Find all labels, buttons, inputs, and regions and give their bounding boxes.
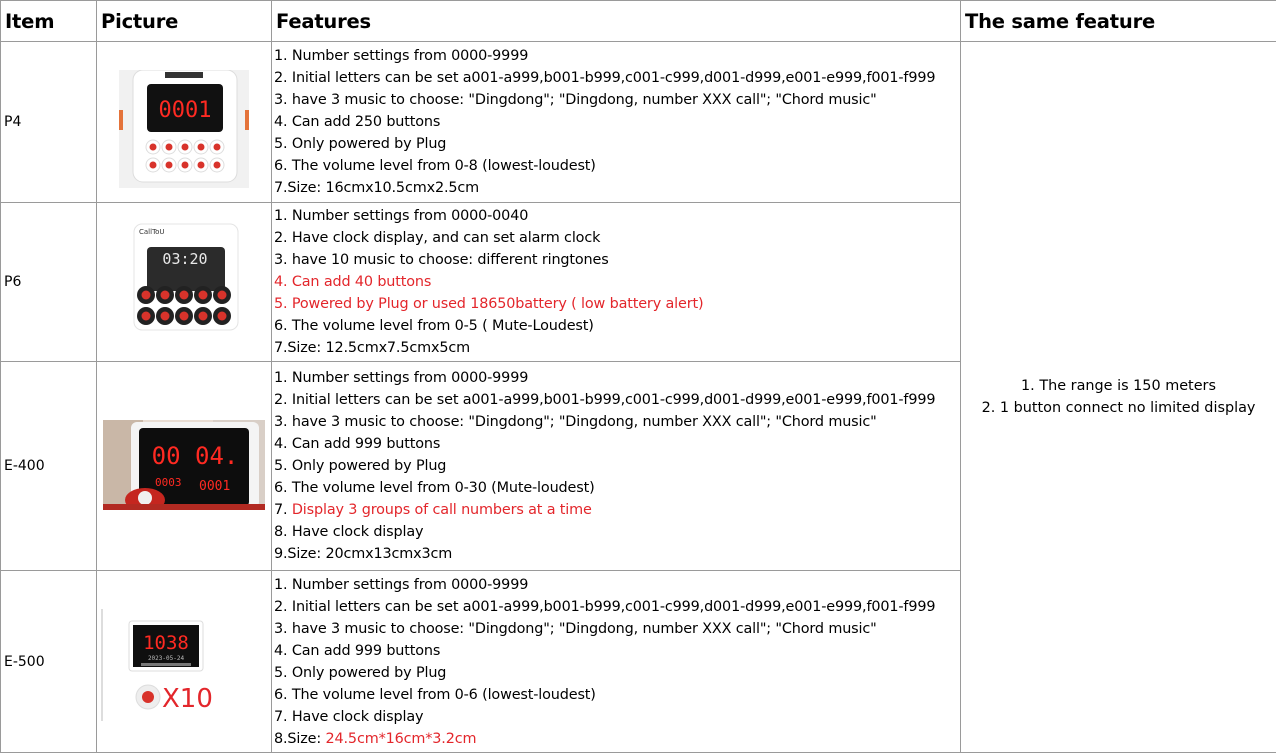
feature-line: 2. Have clock display, and can set alarm clock — [274, 230, 601, 246]
feature-line: 5. Only powered by Plug — [274, 458, 447, 474]
feature-line: 8. Have clock display — [274, 524, 424, 540]
feature-prefix: 7. — [274, 502, 292, 518]
feature-line: 5. Only powered by Plug — [274, 136, 447, 152]
feature-highlight: Display 3 groups of call numbers at a time — [291, 502, 592, 518]
feature-line-highlight: 4. Can add 40 buttons — [274, 274, 432, 290]
header-same-feature: The same feature — [961, 1, 1276, 42]
header-row — [1, 1, 1276, 42]
feature-line: 4. Can add 250 buttons — [274, 114, 441, 130]
item-name: P6 — [1, 203, 97, 362]
p6-pager-image — [133, 223, 239, 331]
feature-line: 6. The volume level from 0-5 ( Mute-Loudest) — [274, 318, 594, 334]
e500-display-digits: 1038 — [143, 632, 189, 654]
header-item: Item — [1, 1, 97, 42]
features-list — [272, 362, 961, 571]
p6-brand-logo: CallToU — [139, 228, 165, 236]
features-list — [272, 42, 961, 203]
feature-prefix: 8.Size: — [274, 730, 326, 747]
feature-line-highlight: 5. Powered by Plug or used 18650battery ( low battery alert) — [274, 296, 704, 312]
feature-line — [274, 728, 960, 750]
header-features: Features — [272, 1, 961, 42]
e400-display-main: 00 04. — [151, 442, 239, 470]
feature-line: 1. Number settings from 0000-0040 — [274, 208, 529, 224]
e500-multiplier: X10 — [162, 684, 213, 714]
feature-highlight: 24.5cm*16cm*3.2cm — [325, 730, 477, 747]
feature-line: 9.Size: 20cmx13cmx3cm — [274, 546, 453, 562]
feature-line: 4. Can add 999 buttons — [274, 436, 441, 452]
p6-display-digits: 03:20 — [162, 250, 208, 268]
e500-display-date: 2023-05-24 — [147, 655, 185, 662]
feature-line: 6. The volume level from 0-8 (lowest-loudest) — [274, 158, 596, 174]
feature-line: 1. Number settings from 0000-9999 — [274, 370, 529, 386]
feature-line: 6. The volume level from 0-30 (Mute-loudest) — [274, 480, 595, 496]
item-name: E-500 — [1, 571, 97, 753]
product-picture — [97, 362, 272, 571]
table-row — [1, 42, 1276, 203]
e500-pager-image — [101, 609, 221, 721]
e400-display-sub-2: 0001 — [199, 479, 231, 494]
e400-display-sub-1: 0003 — [155, 476, 182, 489]
item-name: P4 — [1, 42, 97, 203]
feature-line: 6. The volume level from 0-6 (lowest-loudest) — [274, 686, 596, 703]
feature-line — [274, 499, 960, 521]
product-picture — [97, 42, 272, 203]
feature-line: 3. have 3 music to choose: "Dingdong"; "Dingdong, number XXX call"; "Chord music" — [274, 620, 877, 637]
product-picture — [97, 571, 272, 753]
features-list — [272, 203, 961, 362]
feature-line: 5. Only powered by Plug — [274, 664, 447, 681]
same-feature-cell — [961, 42, 1276, 753]
e400-pager-image — [103, 420, 265, 510]
same-feature-line: 2. 1 button connect no limited display — [981, 400, 1256, 416]
header-picture: Picture — [97, 1, 272, 42]
feature-line: 7.Size: 16cmx10.5cmx2.5cm — [274, 180, 480, 196]
feature-line: 7. Have clock display — [274, 708, 424, 725]
feature-line: 4. Can add 999 buttons — [274, 642, 441, 659]
feature-line: 3. have 3 music to choose: "Dingdong"; "Dingdong, number XXX call"; "Chord music" — [274, 414, 877, 430]
feature-line: 1. Number settings from 0000-9999 — [274, 48, 529, 64]
feature-line: 2. Initial letters can be set a001-a999,b001-b999,c001-c999,d001-d999,e001-e999,f001-f999 — [274, 598, 936, 615]
feature-line: 3. have 3 music to choose: "Dingdong"; "Dingdong, number XXX call"; "Chord music" — [274, 92, 877, 108]
product-picture — [97, 203, 272, 362]
feature-line: 2. Initial letters can be set a001-a999,b001-b999,c001-c999,d001-d999,e001-e999,f001-f999 — [274, 70, 936, 86]
features-list — [272, 571, 961, 753]
feature-line: 3. have 10 music to choose: different ringtones — [274, 252, 609, 268]
p4-display-digits: 0001 — [158, 98, 212, 123]
item-name: E-400 — [1, 362, 97, 571]
feature-line: 7.Size: 12.5cmx7.5cmx5cm — [274, 340, 470, 356]
feature-line: 1. Number settings from 0000-9999 — [274, 576, 529, 593]
feature-line: 2. Initial letters can be set a001-a999,b001-b999,c001-c999,d001-d999,e001-e999,f001-f999 — [274, 392, 936, 408]
p4-pager-image — [119, 70, 249, 188]
same-feature-line: 1. The range is 150 meters — [1021, 378, 1216, 394]
